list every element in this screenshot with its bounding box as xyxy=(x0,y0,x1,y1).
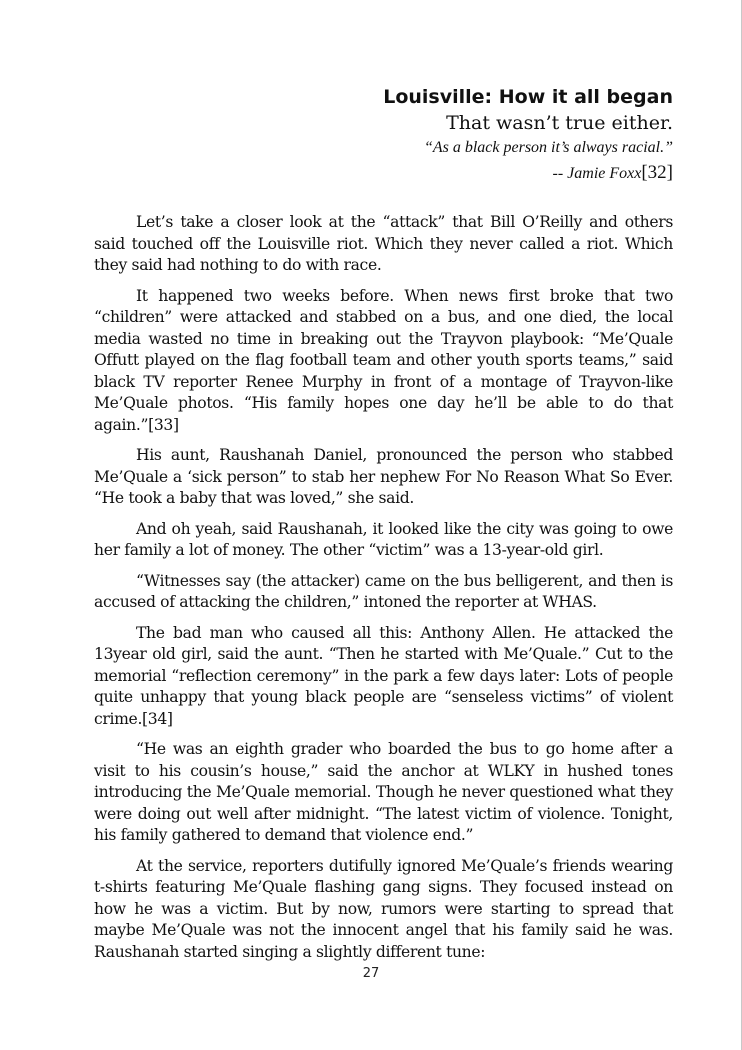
paragraph: It happened two weeks before. When news first broke that two “children” were attacked and stabbed on a bus, and one died, the local media wasted no time in breaking out the Trayvon playbook: “Me’Quale Offutt played on the flag football team and other youth sports teams,” said black TV reporter Renee Murphy in front of a montage of Trayvon-like Me’Quale photos. “His family hopes one day he’ll be able to do that again.”[33] xyxy=(94,286,673,434)
footnote-ref-32[interactable]: [32] xyxy=(641,162,673,183)
paragraph: Let’s take a closer look at the “attack” that Bill O’Reilly and others said touched off the Louisville riot. Which they never called a riot. Which they said had nothing to do with race. xyxy=(94,213,673,274)
page-content xyxy=(94,84,673,972)
page-number: 27 xyxy=(362,966,380,981)
paragraph: The bad man who caused all this: Anthony Allen. He attacked the 13year old girl, said the aunt. “Then he started with Me’Quale.” Cut to the memorial “reflection ceremony” in the park a few days later: Lots of people quite unhappy that young black people are “senseless victims” of violent crime.[34] xyxy=(94,623,673,728)
paragraph: His aunt, Raushanah Daniel, pronounced the person who stabbed Me’Quale a ‘sick person” to stab her nephew For No Reason What So Ever. “He took a baby that was loved,” she said. xyxy=(94,446,673,507)
paragraph: At the service, reporters dutifully ignored Me’Quale’s friends wearing t-shirts featuring Me’Quale flashing gang signs. They focused instead on how he was a victim. But by now, rumors were starting to spread that maybe Me’Quale was not the innocent angel that his family said he was. Raushanah started singing a slightly different tune: xyxy=(94,856,673,961)
epigraph-attribution xyxy=(94,160,673,187)
chapter-subtitle: That wasn’t true either. xyxy=(446,112,673,134)
paragraph: “Witnesses say (the attacker) came on the bus belligerent, and then is accused of attacking the children,” intoned the reporter at WHAS. xyxy=(94,571,673,611)
body-text xyxy=(94,212,673,963)
attribution-name: Jamie Foxx xyxy=(567,165,642,182)
epigraph-quote: “As a black person it’s always racial.” xyxy=(423,139,673,156)
attribution-prefix: -- xyxy=(552,165,568,182)
paragraph: And oh yeah, said Raushanah, it looked like the city was going to owe her family a lot of money. The other “victim” was a 13-year-old girl. xyxy=(94,519,673,559)
chapter-title: Louisville: How it all began xyxy=(383,86,673,108)
paragraph: “He was an eighth grader who boarded the bus to go home after a visit to his cousin’s house,” said the anchor at WLKY in hushed tones introducing the Me’Quale memorial. Though he never questioned what they were doing out well after midnight. “The latest victim of violence. Tonight, his family gathered to demand that violence end.” xyxy=(94,740,673,844)
